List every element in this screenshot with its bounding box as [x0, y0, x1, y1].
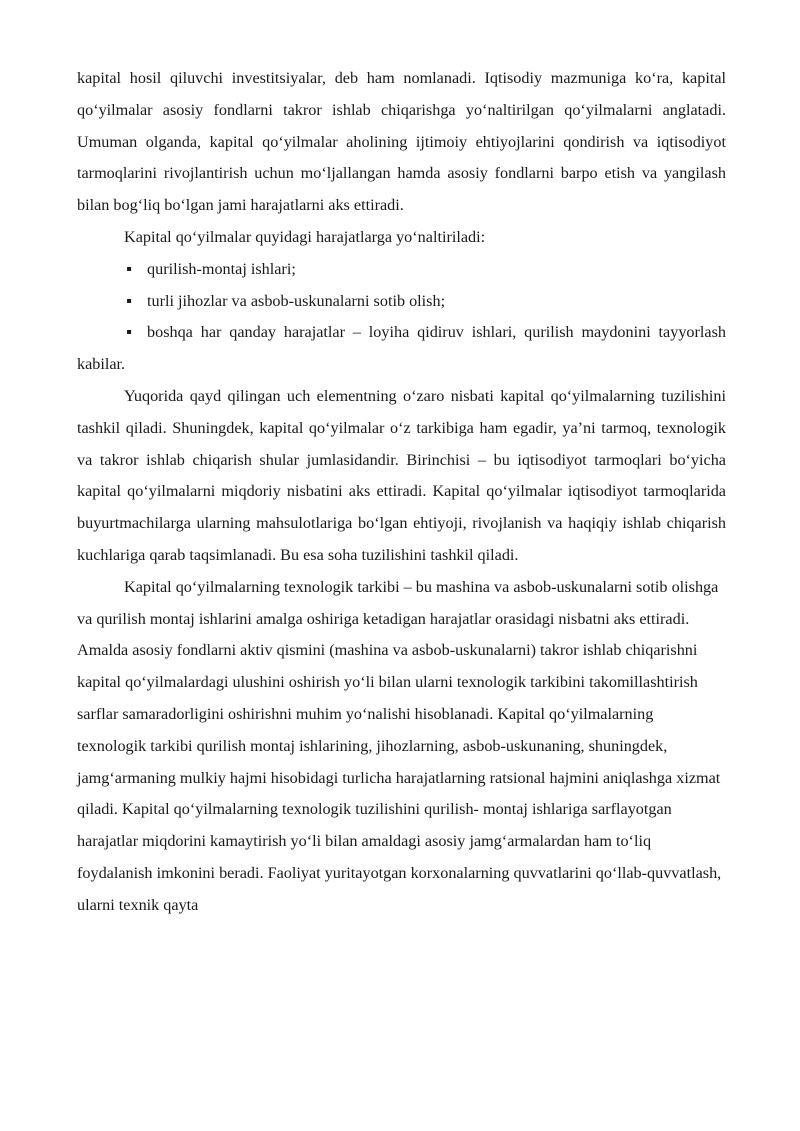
- bullet-icon: ▪: [126, 291, 132, 310]
- bullet-list: [77, 254, 726, 381]
- list-item: [77, 317, 726, 381]
- document-body: [77, 63, 726, 922]
- list-item-text: boshqa har qanday harajatlar – loyiha qidiruv ishlari, qurilish maydonini tayyorlash kabilar.: [77, 323, 726, 374]
- bullet-icon: ▪: [126, 259, 132, 278]
- paragraph-2: Kapital qo‘yilmalar quyidagi harajatlarga yo‘naltiriladi:: [124, 227, 486, 246]
- list-item-text: qurilish-montaj ishlari;: [147, 259, 296, 278]
- paragraph-4: Kapital qo‘yilmalarning texnologik tarkibi – bu mashina va asbob-uskunalarni sotib olishga va qurilish montaj ishlarini amalga oshiriga ketadigan harajatlar orasidagi nisbatni aks ettiradi. Amalda asosiy fondlarni aktiv qismini (mashina va asbob-uskunalarni) takror ishlab chiqarishni kapital qo‘yilmalardagi ulushini oshirish yo‘li bilan ularni texnologik tarkibini takomillashtirish sarflar samaradorligini oshirishni muhim yo‘nalishi hisoblanadi. Kapital qo‘yilmalarning texnologik tarkibi qurilish montaj ishlarining, jihozlarning, asbob-uskunaning, shuningdek, jamg‘armaning mulkiy hajmi hisobidagi turlicha harajatlarning ratsional hajmini aniqlashga xizmat qiladi. Kapital qo‘yilmalarning texnologik tuzilishini qurilish- montaj ishlariga sarflayotgan harajatlar miqdorini kamaytirish yo‘li bilan amaldagi asosiy jamg‘armalardan ham to‘liq foydalanish imkonini beradi. Faoliyat yuritayotgan korxonalarning quvvatlarini qo‘llab-quvvatlash, ularni texnik qayta: [77, 577, 722, 914]
- list-item-text: turli jihozlar va asbob-uskunalarni sotib olish;: [147, 291, 446, 310]
- paragraph-1: kapital hosil qiluvchi investitsiyalar, deb ham nomlanadi. Iqtisodiy mazmuniga ko‘ra, kapital qo‘yilmalar asosiy fondlarni takror ishlab chiqarishga yo‘naltirilgan qo‘yilmalarni anglatadi. Umuman olganda, kapital qo‘yilmalar aholining ijtimoiy ehtiyojlarini qondirish va iqtisodiyot tarmoqlarini rivojlantirish uchun mo‘ljallangan hamda asosiy fondlarni barpo etish va yangilash bilan bog‘liq bo‘lgan jami harajatlarni aks ettiradi.: [77, 69, 726, 215]
- list-item: [77, 286, 726, 318]
- paragraph-3: Yuqorida qayd qilingan uch elementning o‘zaro nisbati kapital qo‘yilmalarning tuzilishini tashkil qiladi. Shuningdek, kapital qo‘yilmalar o‘z tarkibiga ham egadir, ya’ni tarmoq, texnologik va takror ishlab chiqarish shular jumlasidandir. Birinchisi – bu iqtisodiyot tarmoqlari bo‘yicha kapital qo‘yilmalarni miqdoriy nisbatini aks ettiradi. Kapital qo‘yilmalar iqtisodiyot tarmoqlarida buyurtmachilarga ularning mahsulotlariga bo‘lgan ehtiyoji, rivojlanish va haqiqiy ishlab chiqarish kuchlariga qarab taqsimlanadi. Bu esa soha tuzilishini tashkil qiladi.: [77, 386, 726, 564]
- bullet-icon: ▪: [126, 323, 132, 342]
- list-item: [77, 254, 726, 286]
